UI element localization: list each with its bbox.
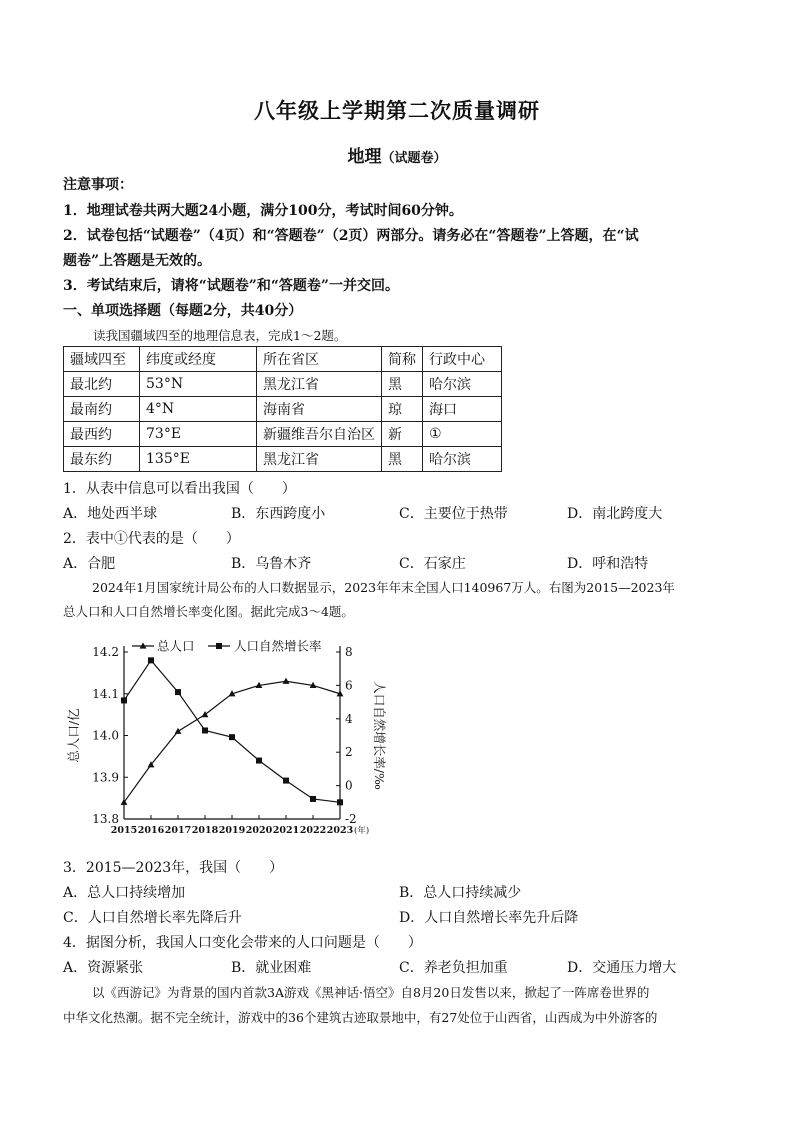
growth-rate-point bbox=[310, 796, 316, 802]
left-tick-label: 13.8 bbox=[92, 812, 119, 826]
question-3-stem: 3．2015—2023年，我国（ ） bbox=[63, 860, 284, 876]
question-4-stem: 4．据图分析，我国人口变化会带来的人口问题是（ ） bbox=[63, 935, 422, 951]
intro-2-line-2: 总人口和人口自然增长率变化图。据此完成3～4题。 bbox=[63, 604, 354, 619]
table-cell: 黑龙江省 bbox=[257, 372, 382, 397]
growth-rate-point bbox=[229, 734, 235, 740]
right-tick-label: 4 bbox=[345, 711, 353, 726]
question-4-option-b: B．就业困难 bbox=[231, 960, 312, 976]
table-header: 行政中心 bbox=[423, 347, 502, 372]
growth-rate-point bbox=[121, 697, 127, 703]
table-cell: 73°E bbox=[140, 422, 257, 447]
x-unit-label: (年) bbox=[354, 826, 370, 836]
table-header: 疆域四至 bbox=[64, 347, 140, 372]
growth-rate-point bbox=[175, 689, 181, 695]
right-tick-label: 8 bbox=[345, 645, 353, 659]
notice-item-2-cont: 题卷”上答题是无效的。 bbox=[63, 253, 212, 269]
right-tick-label: 0 bbox=[345, 778, 353, 793]
table-row bbox=[64, 447, 502, 472]
total-population-point bbox=[283, 678, 290, 684]
x-tick-label: 2018 bbox=[191, 825, 219, 836]
table-row bbox=[64, 372, 502, 397]
x-tick-label: 2017 bbox=[164, 825, 192, 836]
question-1-option-a: A．地处西半球 bbox=[63, 506, 158, 522]
table-cell: 海口 bbox=[423, 397, 502, 422]
total-population-point bbox=[175, 728, 182, 734]
legend-label-1: 总人口 bbox=[157, 638, 195, 654]
question-1-option-b: B．东西跨度小 bbox=[231, 506, 326, 522]
table-cell: 4°N bbox=[140, 397, 257, 422]
question-2-option-a: A．合肥 bbox=[63, 556, 116, 572]
x-tick-label: 2022 bbox=[299, 825, 327, 836]
question-1-stem: 1．从表中信息可以看出我国（ ） bbox=[63, 481, 296, 497]
table-cell: 黑龙江省 bbox=[257, 447, 382, 472]
x-tick-label: 2021 bbox=[272, 825, 300, 836]
growth-rate-point bbox=[337, 799, 343, 805]
left-tick-label: 14.0 bbox=[92, 728, 119, 743]
question-2-option-b: B．乌鲁木齐 bbox=[231, 556, 312, 572]
growth-rate-point bbox=[256, 758, 262, 764]
right-tick-label: -2 bbox=[345, 812, 357, 826]
table-cell: 53°N bbox=[140, 372, 257, 397]
legend-marker-2 bbox=[216, 643, 222, 649]
left-tick-label: 13.9 bbox=[92, 770, 119, 785]
notice-item-3: 3．考试结束后，请将“试题卷”和“答题卷”一并交回。 bbox=[63, 278, 399, 294]
table-cell: 新疆维吾尔自治区 bbox=[257, 422, 382, 447]
table-cell: 哈尔滨 bbox=[423, 372, 502, 397]
table-row bbox=[64, 397, 502, 422]
intro-2-line-1: 2024年1月国家统计局公布的人口数据显示，2023年年末全国人口140967万人。右图为2015—2023年 bbox=[92, 580, 675, 595]
intro-3-line-1: 以《西游记》为背景的国内首款3A游戏《黑神话·悟空》自8月20日发售以来，掀起了一阵席卷世界的 bbox=[92, 985, 650, 1000]
table-cell: 最南约 bbox=[64, 397, 140, 422]
total-population-point bbox=[202, 711, 209, 717]
subject-note: （试题卷） bbox=[381, 151, 447, 166]
table-header: 简称 bbox=[382, 347, 423, 372]
table-row bbox=[64, 422, 502, 447]
population-chart bbox=[58, 630, 388, 845]
series-line-2 bbox=[124, 660, 340, 802]
table-header: 所在省区 bbox=[257, 347, 382, 372]
left-tick-label: 14.1 bbox=[92, 686, 119, 701]
question-4-option-a: A．资源紧张 bbox=[63, 960, 144, 976]
legend-label-2: 人口自然增长率 bbox=[234, 638, 322, 654]
table-cell: 海南省 bbox=[257, 397, 382, 422]
question-2-option-d: D．呼和浩特 bbox=[567, 556, 649, 572]
question-1-option-d: D．南北跨度大 bbox=[567, 506, 663, 522]
x-tick-label: 2023 bbox=[326, 825, 354, 836]
table-cell: 最北约 bbox=[64, 372, 140, 397]
territory-table bbox=[63, 346, 502, 472]
right-axis-title: 人口自然增长率/‰ bbox=[372, 681, 387, 790]
intro-1: 读我国疆域四至的地理信息表，完成1～2题。 bbox=[93, 328, 347, 343]
subject-title bbox=[0, 142, 794, 167]
question-3-option-d: D．人口自然增长率先升后降 bbox=[399, 910, 579, 926]
table-cell: 哈尔滨 bbox=[423, 447, 502, 472]
x-tick-label: 2020 bbox=[245, 825, 273, 836]
table-cell: 黑 bbox=[382, 447, 423, 472]
growth-rate-point bbox=[202, 727, 208, 733]
section-heading: 一、单项选择题（每题2分，共40分） bbox=[63, 303, 303, 319]
question-3-option-a: A．总人口持续增加 bbox=[63, 885, 186, 901]
question-2-stem: 2．表中①代表的是（ ） bbox=[63, 531, 240, 547]
left-tick-label: 14.2 bbox=[92, 645, 119, 659]
table-cell: 最西约 bbox=[64, 422, 140, 447]
notice-item-1: 1．地理试卷共两大题24小题，满分100分，考试时间60分钟。 bbox=[63, 203, 463, 219]
x-tick-label: 2015 bbox=[110, 825, 138, 836]
question-3-option-b: B．总人口持续减少 bbox=[399, 885, 522, 901]
table-header: 纬度或经度 bbox=[140, 347, 257, 372]
table-cell: 135°E bbox=[140, 447, 257, 472]
notice-heading: 注意事项： bbox=[63, 177, 133, 193]
x-tick-label: 2019 bbox=[218, 825, 246, 836]
question-1-option-c: C．主要位于热带 bbox=[399, 506, 508, 522]
question-4-option-c: C．养老负担加重 bbox=[399, 960, 508, 976]
x-tick-label: 2016 bbox=[137, 825, 165, 836]
growth-rate-point bbox=[148, 657, 154, 663]
page-title: 八年级上学期第二次质量调研 bbox=[254, 98, 540, 123]
subject-name: 地理 bbox=[347, 147, 382, 167]
series-line-1 bbox=[124, 681, 340, 802]
question-4-option-d: D．交通压力增大 bbox=[567, 960, 677, 976]
notice-item-2: 2．试卷包括“试题卷”（4页）和“答题卷”（2页）两部分。请务必在“答题卷”上答题，在“试 bbox=[63, 228, 639, 244]
question-3-option-c: C．人口自然增长率先降后升 bbox=[63, 910, 242, 926]
table-cell: ① bbox=[423, 422, 502, 447]
right-tick-label: 2 bbox=[345, 745, 353, 760]
table-cell: 新 bbox=[382, 422, 423, 447]
table-cell: 最东约 bbox=[64, 447, 140, 472]
table-cell: 黑 bbox=[382, 372, 423, 397]
growth-rate-point bbox=[283, 778, 289, 784]
intro-3-line-2: 中华文化热潮。据不完全统计，游戏中的36个建筑古迹取景地中，有27处位于山西省，山西成为中外游客的 bbox=[63, 1010, 658, 1025]
table-header-row bbox=[64, 347, 502, 372]
right-tick-label: 6 bbox=[345, 678, 353, 693]
question-2-option-c: C．石家庄 bbox=[399, 556, 466, 572]
table-cell: 琼 bbox=[382, 397, 423, 422]
left-axis-title: 总人口/亿 bbox=[66, 708, 81, 763]
